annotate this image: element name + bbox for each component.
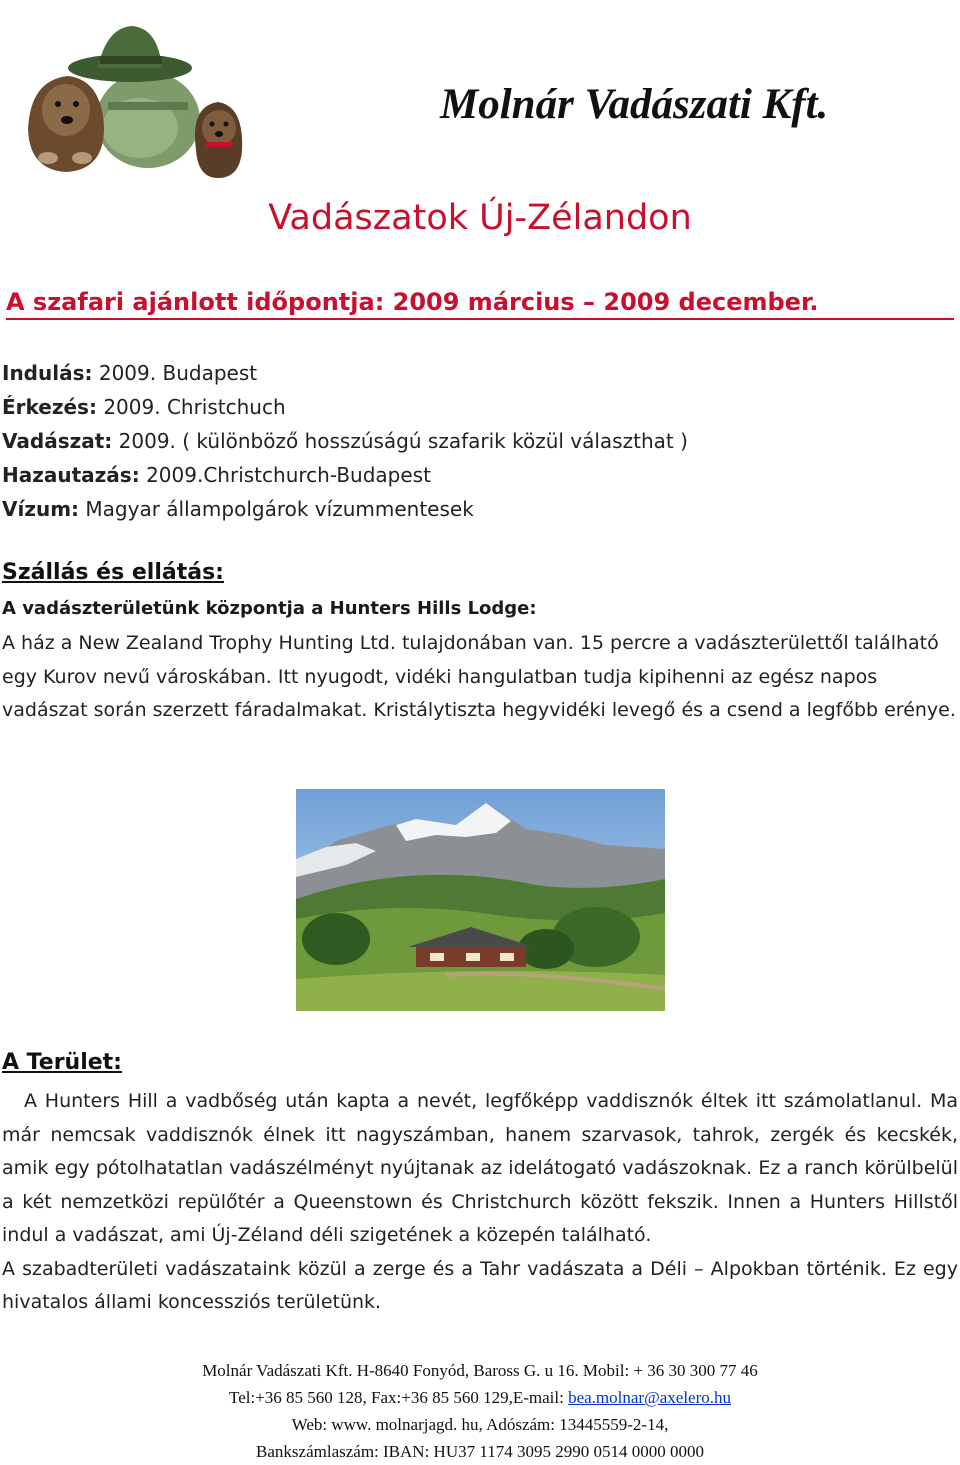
- footer-line-web: Web: www. molnarjagd. hu, Adószám: 13445559-2-14,: [291, 1415, 669, 1434]
- area-paragraph-2: A szabadterületi vadászataink közül a zerge és a Tahr vadászata a Déli – Alpokban történik. Ez egy hivatalos állami koncessziós területünk.: [2, 1257, 958, 1313]
- lodge-description: A ház a New Zealand Trophy Hunting Ltd. tulajdonában van. 15 percre a vadászterülettől található egy Kurov nevű városkában. Itt nyugodt, vidéki hangulatban tudja kipihenni az egész napos vadászat során szerzett fáradalmakat. Kristálytiszta hegyvidéki levegő és a csend a legfőbb erénye.: [2, 632, 956, 721]
- footer-line-phone: [0, 1384, 960, 1411]
- travel-hunting-label: Vadászat:: [2, 429, 113, 453]
- footer-line-bank: Bankszámlaszám: IBAN: HU37 1174 3095 2990 0514 0000 0000: [256, 1442, 704, 1461]
- travel-info-list: [2, 358, 688, 528]
- travel-visa: [2, 494, 688, 528]
- footer-phone-fax: Tel:+36 85 560 128, Fax:+36 85 560 129,E-mail:: [229, 1388, 569, 1407]
- travel-departure-value: 2009. Budapest: [98, 361, 258, 385]
- area-paragraph-1: A Hunters Hill a vadbőség után kapta a nevét, legfőképp vaddisznók éltek itt számolatlanul. Ma már nemcsak vaddisznók élnek itt nagyszámban, hanem szarvasok, tahrok, zergék és kecskék, amik egy pótolhatatlan vadászélményt nyújtanak az idelátogató vadászoknak. Ez a ranch körülbelül a két nemzetközi repülőtér a Queenstown és Christchurch között fekszik. Innen a Hunters Hillstől indul a vadászat, ami Új-Zéland déli szigetének a közepén található.: [2, 1090, 958, 1246]
- travel-visa-value: Magyar állampolgárok vízummentesek: [85, 497, 474, 521]
- logo-dogs-illustration: [20, 10, 245, 180]
- travel-arrival: [2, 392, 688, 426]
- travel-hunting: [2, 426, 688, 460]
- area-description: [2, 1085, 958, 1320]
- travel-hunting-value: 2009. ( különböző hosszúságú szafarik közül választhat ): [118, 429, 688, 453]
- safari-offer-period: A szafari ajánlott időpontja: 2009 március – 2009 december.: [6, 288, 954, 320]
- footer-email-link[interactable]: bea.molnar@axelero.hu: [568, 1388, 731, 1407]
- company-name: Molnár Vadászati Kft.: [440, 81, 829, 128]
- page-title: Vadászatok Új-Zélandon: [268, 198, 692, 238]
- travel-return-value: 2009.Christchurch-Budapest: [146, 463, 431, 487]
- travel-return-label: Hazautazás:: [2, 463, 140, 487]
- travel-return: [2, 460, 688, 494]
- footer-line-address: Molnár Vadászati Kft. H-8640 Fonyód, Baross G. u 16. Mobil: + 36 30 300 77 46: [202, 1361, 758, 1380]
- lodge-heading: Szállás és ellátás:: [2, 560, 224, 585]
- area-heading: A Terület:: [2, 1050, 122, 1075]
- travel-departure-label: Indulás:: [2, 361, 93, 385]
- travel-departure: [2, 358, 688, 392]
- lodge-subheading: A vadászterületünk központja a Hunters Hills Lodge:: [2, 598, 537, 619]
- footer-contact: [0, 1357, 960, 1465]
- lodge-landscape-photo: [296, 789, 665, 1011]
- travel-arrival-label: Érkezés:: [2, 395, 97, 419]
- travel-visa-label: Vízum:: [2, 497, 80, 521]
- travel-arrival-value: 2009. Christchuch: [103, 395, 286, 419]
